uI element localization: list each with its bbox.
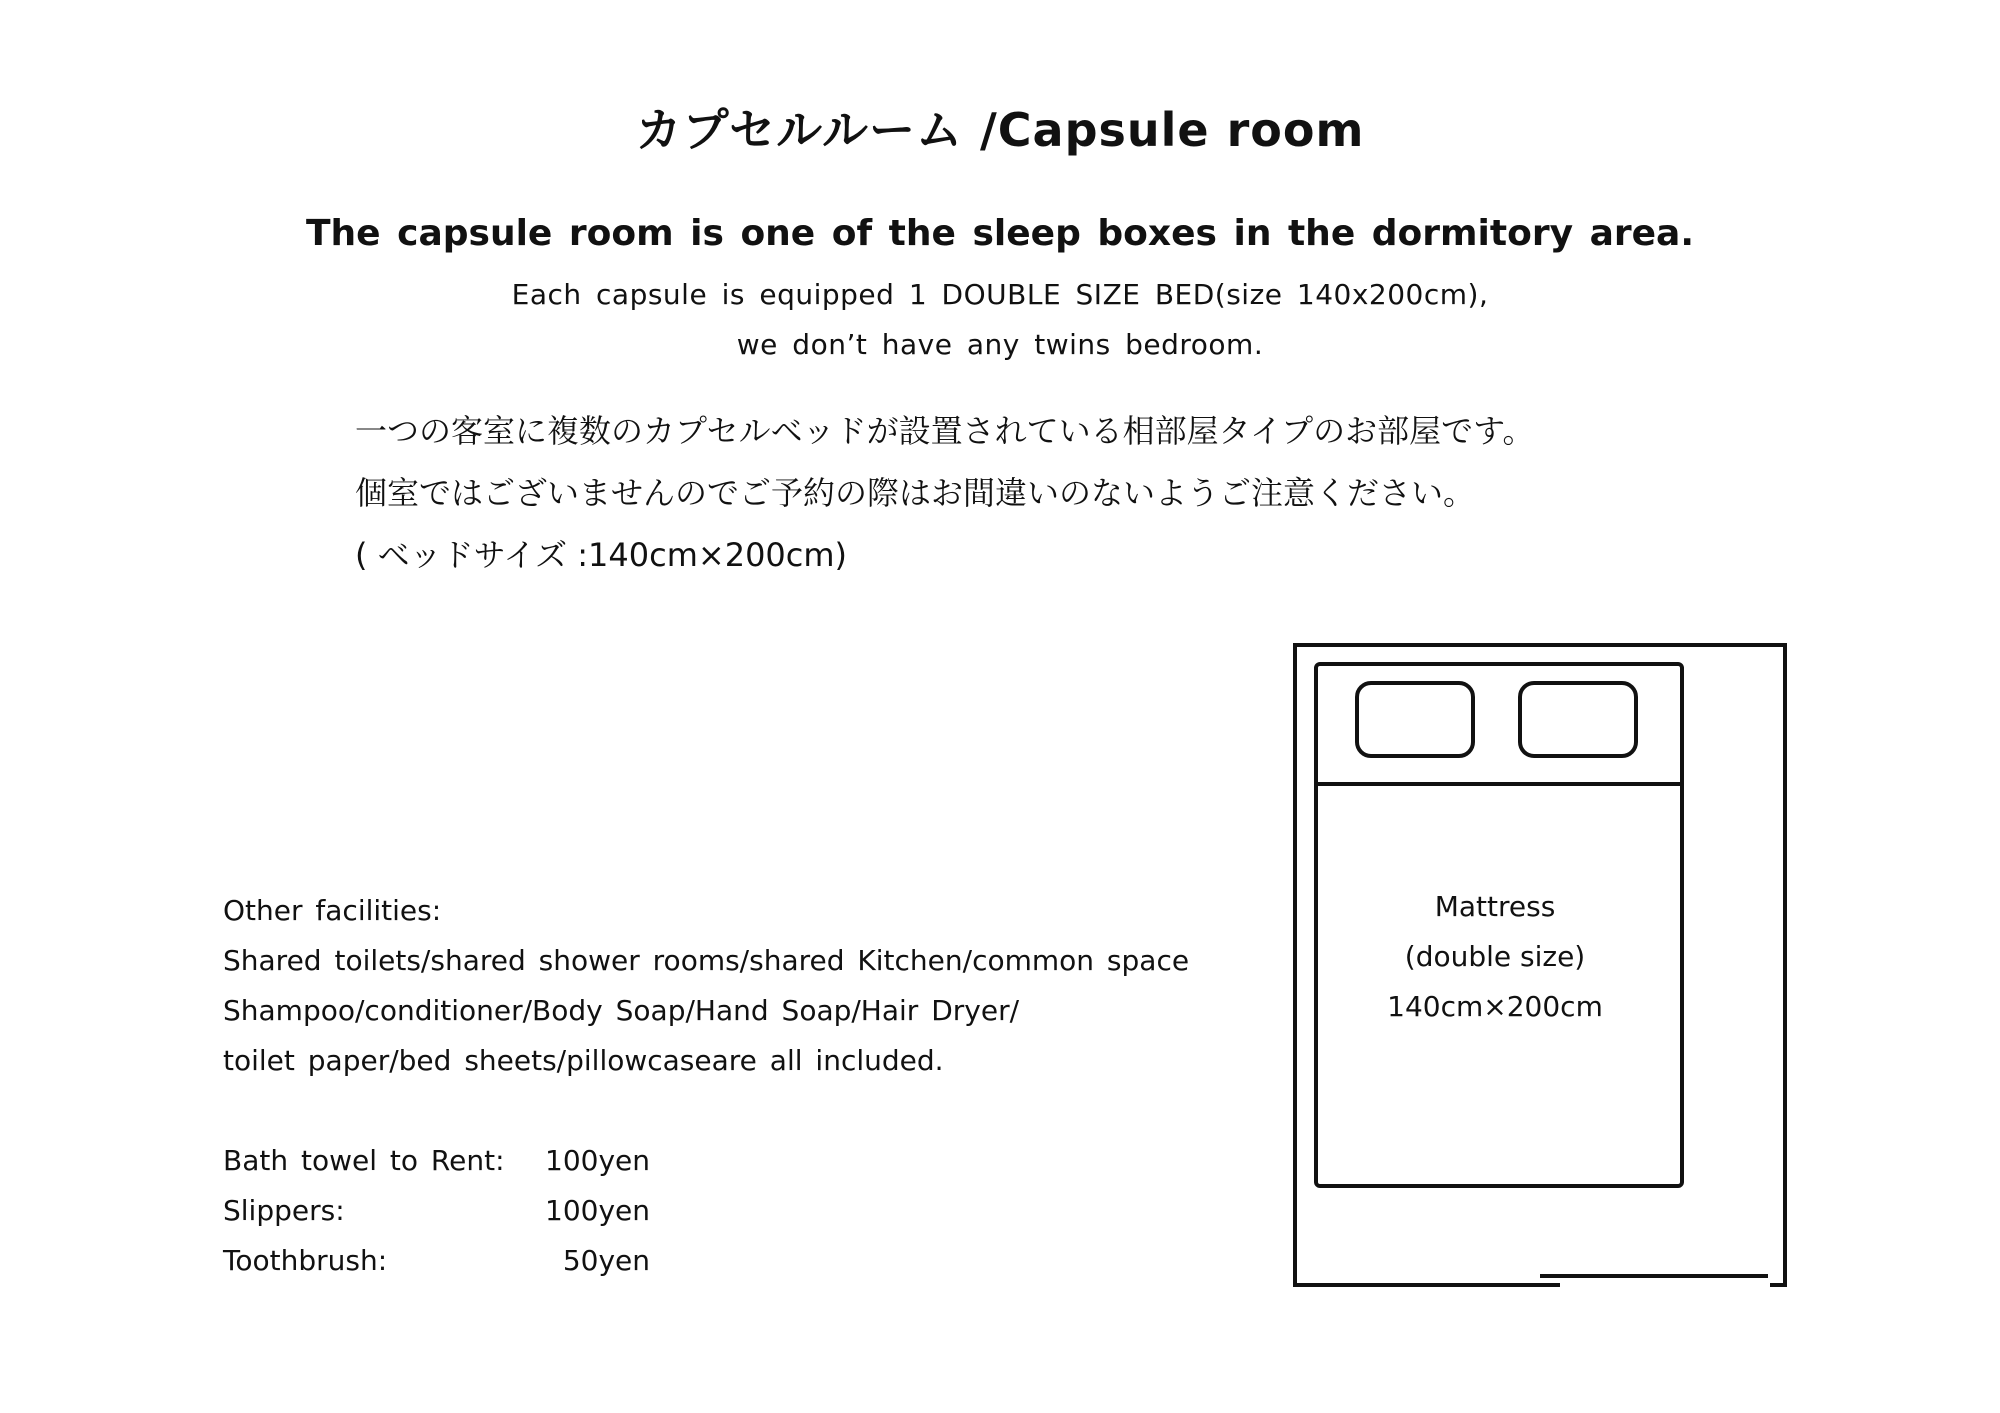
pillow-right — [1520, 683, 1636, 756]
bed-frame — [1316, 664, 1682, 1186]
japanese-line-1: 一つの客室に複数のカプセルベッドが設置されている相部屋タイプのお部屋です。 — [355, 412, 1535, 450]
mattress-dimensions: 140cm×200cm — [1387, 990, 1603, 1023]
rental-price-slippers: 100yen — [545, 1194, 650, 1227]
rental-label-toothbrush: Toothbrush: — [223, 1244, 388, 1277]
subtext-line-1: Each capsule is equipped 1 DOUBLE SIZE BED(size 140x200cm), — [511, 278, 1489, 311]
japanese-line-3: ( ベッドサイズ :140cm×200cm) — [355, 536, 848, 574]
page-title: カプセルルーム /Capsule room — [635, 103, 1365, 157]
facilities-line-3: toilet paper/bed sheets/pillowcaseare all included. — [223, 1044, 944, 1077]
facilities-line-1: Shared toilets/shared shower rooms/shared Kitchen/common space — [223, 944, 1190, 977]
rental-price-bath-towel: 100yen — [545, 1144, 650, 1177]
facilities-line-2: Shampoo/conditioner/Body Soap/Hand Soap/Hair Dryer/ — [223, 994, 1020, 1027]
pillow-left — [1357, 683, 1473, 756]
rental-label-slippers: Slippers: — [223, 1194, 345, 1227]
mattress-label: Mattress — [1434, 890, 1556, 923]
mattress-size-type: (double size) — [1404, 940, 1586, 973]
rental-label-bath-towel: Bath towel to Rent: — [223, 1144, 505, 1177]
facilities-heading: Other facilities: — [223, 894, 442, 927]
rental-price-toothbrush: 50yen — [562, 1244, 650, 1277]
headline: The capsule room is one of the sleep boxes in the dormitory area. — [306, 213, 1694, 254]
subtext-line-2: we don’t have any twins bedroom. — [736, 328, 1264, 361]
japanese-line-2: 個室ではございませんのでご予約の際はお間違いのないようご注意ください。 — [355, 474, 1476, 512]
